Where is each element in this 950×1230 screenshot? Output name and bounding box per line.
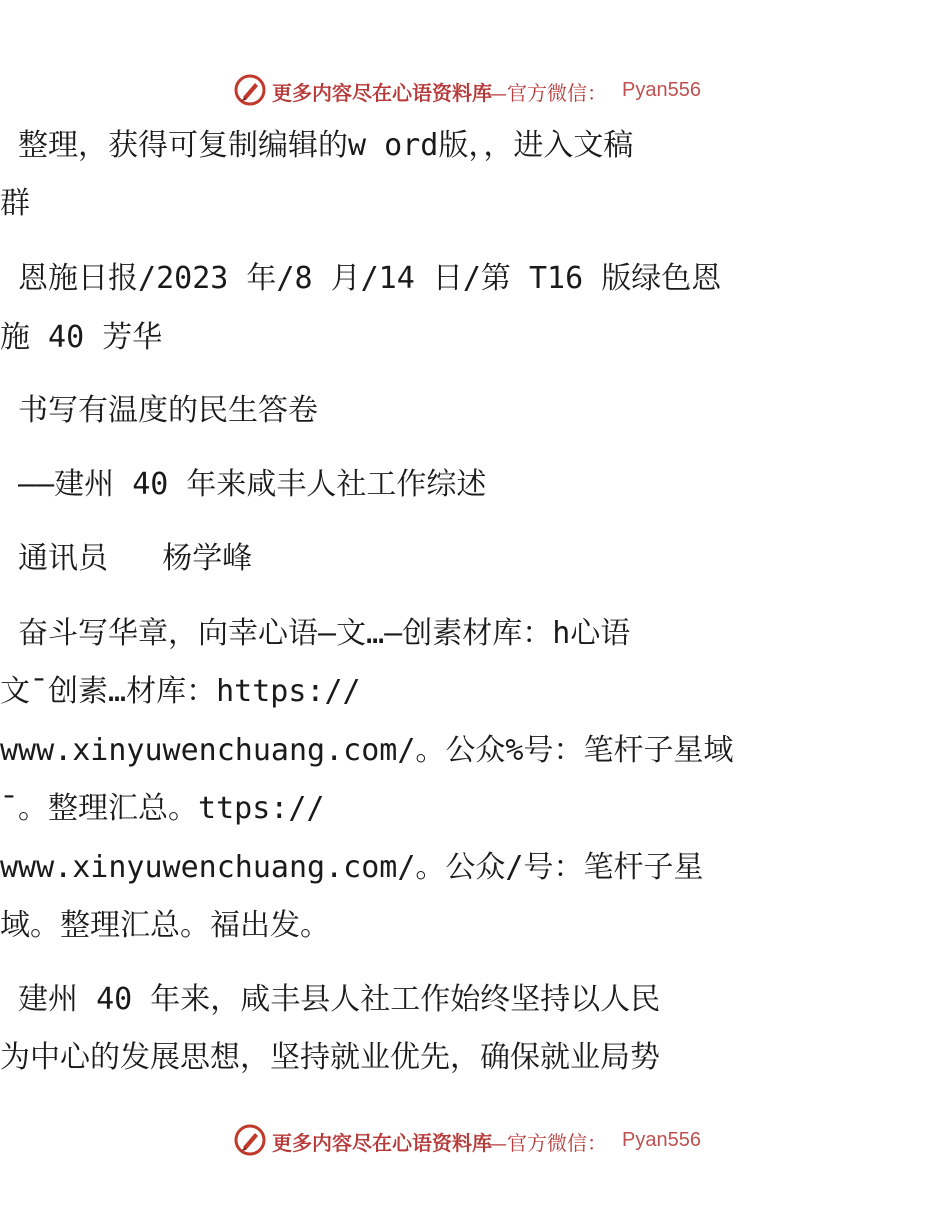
- text-line: www.xinyuwenchuang.com/。公众/号：笔杆子星: [0, 850, 704, 885]
- text-line: 为中心的发展思想，坚持就业优先，确保就业局势: [0, 1040, 660, 1075]
- site-name-text: 更多内容尽在心语资料库: [272, 81, 492, 105]
- text-line: 奋斗写华章，向幸心语—文…—创素材库：h心语: [0, 616, 631, 651]
- article-title: 书写有温度的民生答卷: [0, 393, 319, 428]
- text-line: www.xinyuwenchuang.com/。公众%号：笔杆子星域: [0, 733, 734, 768]
- text-line: 文¯创素…材库：https://: [0, 674, 361, 709]
- header-watermark-banner: [0, 73, 950, 107]
- pen-logo-icon: [233, 1123, 267, 1157]
- footer-watermark-banner: [0, 1123, 950, 1157]
- text-line: 建州 40 年来，咸丰县人社工作始终坚持以人民: [0, 982, 661, 1017]
- text-line: 恩施日报/2023 年/8 月/14 日/第 T16 版绿色恩: [0, 261, 722, 296]
- text-line: 施 40 芳华: [0, 320, 163, 355]
- pen-logo-icon: [233, 73, 267, 107]
- banner-separator: —官方微信：: [487, 81, 607, 105]
- text-line: 域。整理汇总。福出发。: [0, 908, 330, 943]
- wechat-id-text: Pyan556: [622, 1129, 701, 1151]
- text-line: ¯。整理汇总。ttps://: [0, 791, 325, 826]
- banner-separator: —官方微信：: [487, 1131, 607, 1155]
- text-line: 群: [0, 186, 30, 221]
- article-subtitle: ——建州 40 年来咸丰人社工作综述: [0, 467, 487, 502]
- text-line: 整理，获得可复制编辑的w ord版，，进入文稿: [0, 128, 634, 163]
- wechat-id-text: Pyan556: [622, 79, 701, 101]
- site-name-text: 更多内容尽在心语资料库: [272, 1131, 492, 1155]
- byline: 通讯员 杨学峰: [0, 541, 253, 576]
